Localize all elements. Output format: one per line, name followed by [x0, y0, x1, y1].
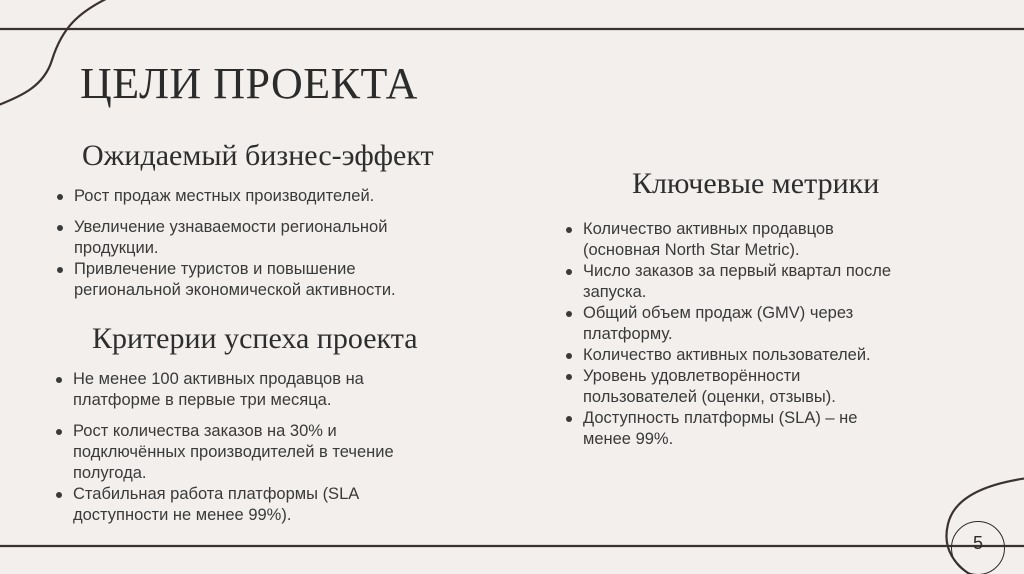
list-item: Стабильная работа платформы (SLA доступности не менее 99%).: [56, 484, 446, 526]
key-metrics-list: [566, 219, 896, 450]
list-item: Доступность платформы (SLA) – не менее 99%.: [566, 408, 896, 450]
list-item: Рост количества заказов на 30% и подключённых производителей в течение полугода.: [56, 421, 446, 484]
list-item: Увеличение узнаваемости региональной продукции.: [57, 217, 457, 259]
success-criteria-list: [56, 369, 446, 526]
business-effect-list: [57, 186, 457, 301]
page-number: 5: [972, 533, 983, 553]
list-item: Общий объем продаж (GMV) через платформу.: [566, 303, 896, 345]
business-effect-heading: Ожидаемый бизнес-эффект: [82, 139, 434, 172]
list-item: Количество активных пользователей.: [566, 345, 896, 366]
key-metrics-heading: Ключевые метрики: [632, 167, 880, 200]
list-item: Уровень удовлетворённости пользователей (оценки, отзывы).: [566, 366, 896, 408]
success-criteria-heading: Критерии успеха проекта: [92, 322, 418, 355]
list-item: Привлечение туристов и повышение региональной экономической активности.: [57, 259, 457, 301]
list-item: Число заказов за первый квартал после запуска.: [566, 261, 896, 303]
list-item: Не менее 100 активных продавцов на платформе в первые три месяца.: [56, 369, 446, 411]
list-item: Количество активных продавцов (основная North Star Metric).: [566, 219, 896, 261]
slide-title: ЦЕЛИ ПРОЕКТА: [80, 59, 418, 108]
list-item: Рост продаж местных производителей.: [57, 186, 457, 207]
